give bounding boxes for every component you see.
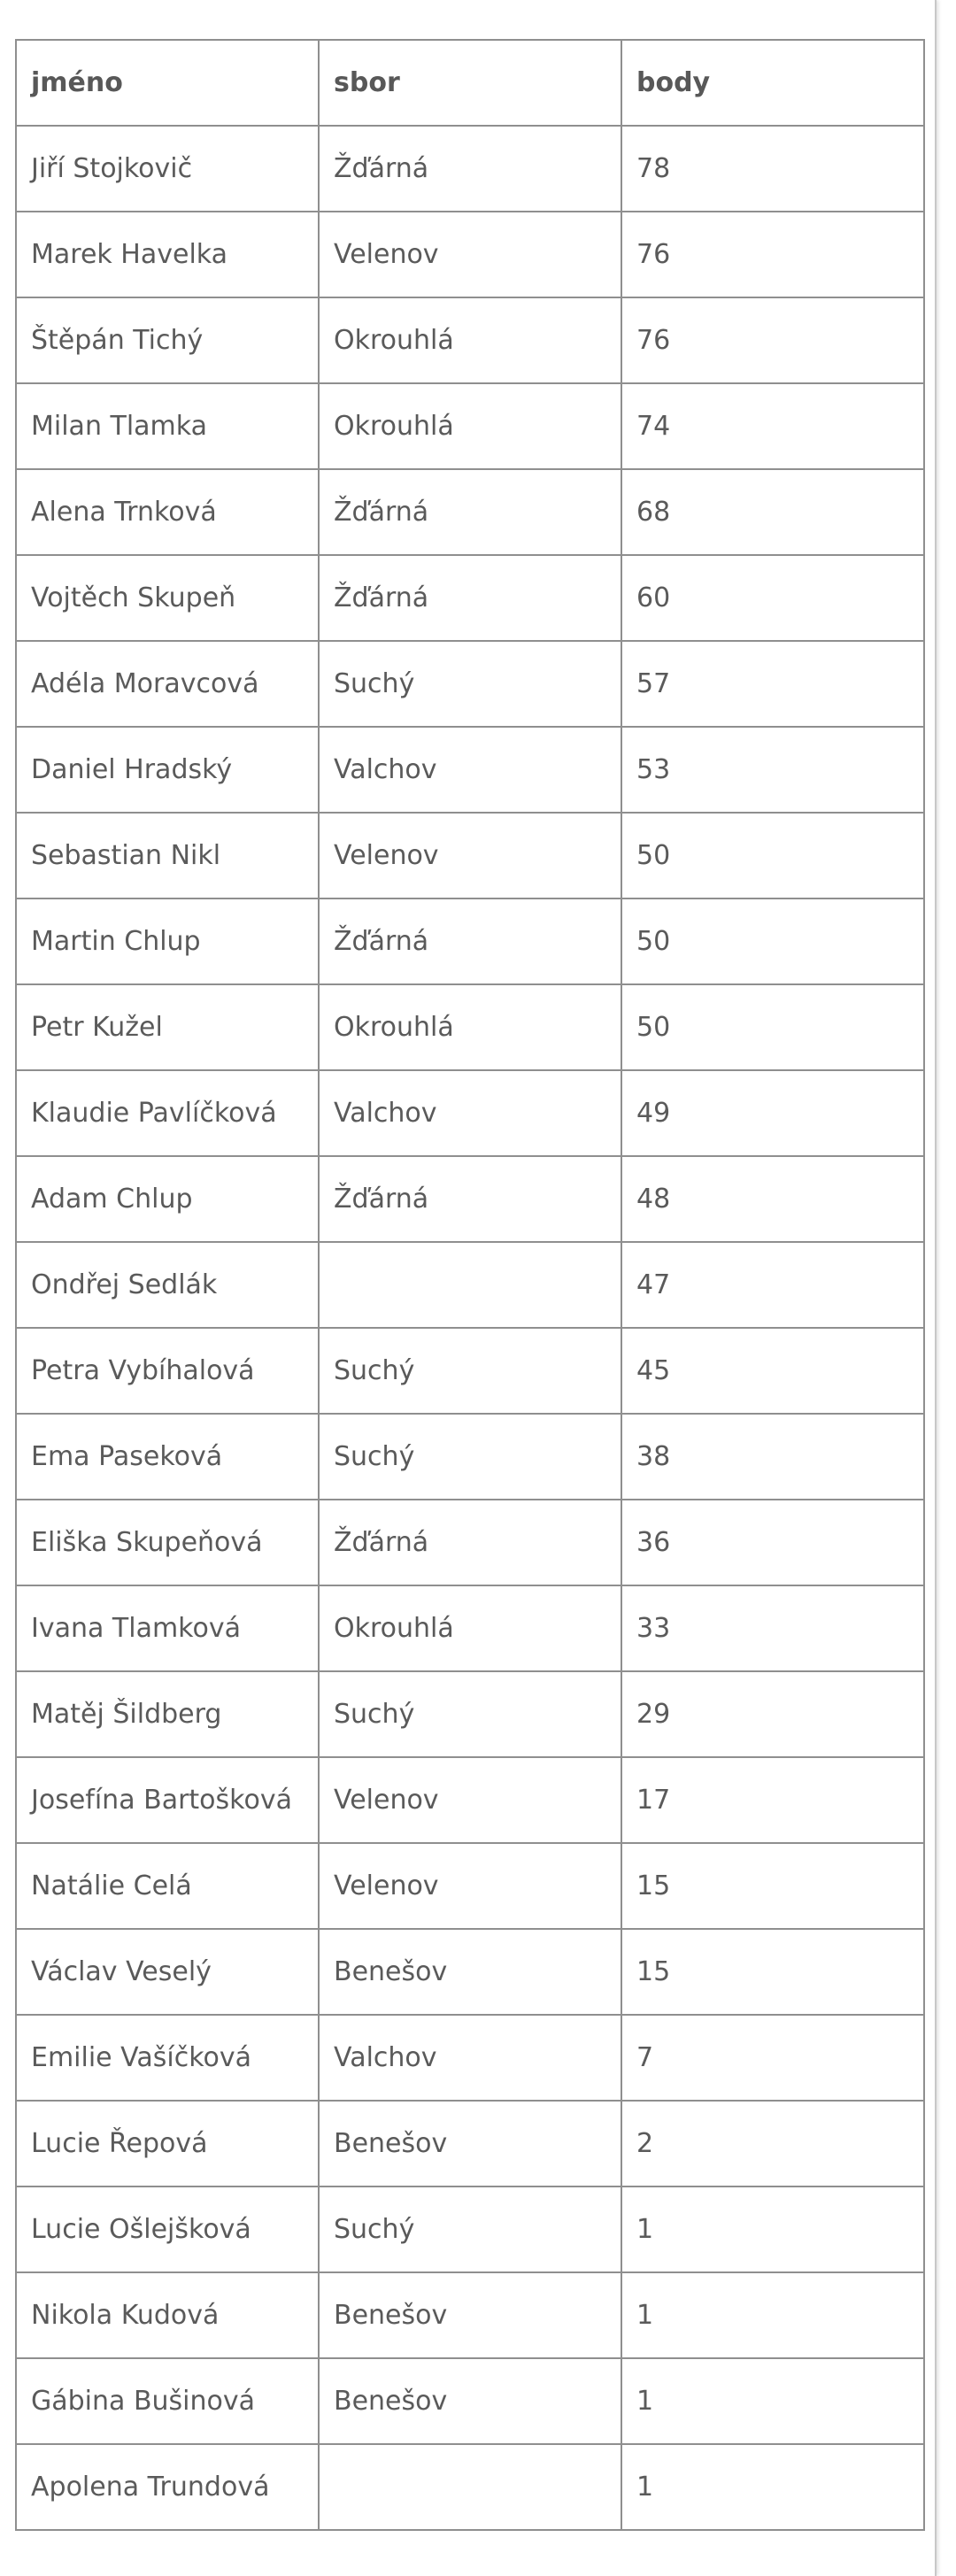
cell-team: Okrouhlá <box>319 383 621 469</box>
cell-name: Václav Veselý <box>16 1929 319 2015</box>
cell-name: Ondřej Sedlák <box>16 1242 319 1328</box>
column-header-name[interactable]: jméno <box>16 40 319 126</box>
table-row <box>16 899 924 984</box>
cell-points: 53 <box>621 727 924 813</box>
cell-team: Benešov <box>319 2358 621 2444</box>
cell-team: Benešov <box>319 1929 621 2015</box>
table-row <box>16 1500 924 1585</box>
cell-team: Suchý <box>319 1671 621 1757</box>
cell-team: Benešov <box>319 2101 621 2187</box>
table-row <box>16 383 924 469</box>
table-row <box>16 1585 924 1671</box>
cell-points: 2 <box>621 2101 924 2187</box>
cell-team: Velenov <box>319 813 621 899</box>
table-row <box>16 2272 924 2358</box>
table-row <box>16 813 924 899</box>
cell-points: 17 <box>621 1757 924 1843</box>
cell-team: Suchý <box>319 1328 621 1414</box>
cell-name: Apolena Trundová <box>16 2444 319 2530</box>
table-row <box>16 1242 924 1328</box>
header-row <box>16 40 924 126</box>
cell-points: 15 <box>621 1929 924 2015</box>
cell-name: Štěpán Tichý <box>16 297 319 383</box>
table-row <box>16 126 924 212</box>
cell-team: Velenov <box>319 1757 621 1843</box>
cell-points: 48 <box>621 1156 924 1242</box>
table-row <box>16 1070 924 1156</box>
results-table-head <box>16 40 924 126</box>
table-row <box>16 555 924 641</box>
cell-points: 68 <box>621 469 924 555</box>
table-row <box>16 2101 924 2187</box>
cell-team: Suchý <box>319 2187 621 2272</box>
cell-name: Petra Vybíhalová <box>16 1328 319 1414</box>
table-row <box>16 2015 924 2101</box>
cell-points: 74 <box>621 383 924 469</box>
cell-points: 29 <box>621 1671 924 1757</box>
cell-name: Klaudie Pavlíčková <box>16 1070 319 1156</box>
cell-points: 76 <box>621 297 924 383</box>
table-row <box>16 1328 924 1414</box>
cell-name: Adéla Moravcová <box>16 641 319 727</box>
cell-name: Lucie Ošlejšková <box>16 2187 319 2272</box>
results-table-body <box>16 126 924 2530</box>
cell-name: Alena Trnková <box>16 469 319 555</box>
table-row <box>16 1929 924 2015</box>
cell-name: Petr Kužel <box>16 984 319 1070</box>
table-row <box>16 1671 924 1757</box>
cell-points: 33 <box>621 1585 924 1671</box>
results-table <box>15 39 925 2531</box>
cell-team: Žďárná <box>319 1156 621 1242</box>
cell-points: 15 <box>621 1843 924 1929</box>
table-row <box>16 1156 924 1242</box>
cell-name: Jiří Stojkovič <box>16 126 319 212</box>
table-row <box>16 2444 924 2530</box>
cell-points: 60 <box>621 555 924 641</box>
table-row <box>16 1843 924 1929</box>
cell-points: 1 <box>621 2272 924 2358</box>
cell-points: 7 <box>621 2015 924 2101</box>
cell-name: Natálie Celá <box>16 1843 319 1929</box>
cell-name: Adam Chlup <box>16 1156 319 1242</box>
cell-team: Žďárná <box>319 555 621 641</box>
table-row <box>16 1414 924 1500</box>
cell-points: 50 <box>621 813 924 899</box>
cell-points: 50 <box>621 899 924 984</box>
table-row <box>16 297 924 383</box>
cell-team: Žďárná <box>319 469 621 555</box>
cell-name: Nikola Kudová <box>16 2272 319 2358</box>
cell-team: Velenov <box>319 1843 621 1929</box>
cell-name: Josefína Bartošková <box>16 1757 319 1843</box>
cell-team: Valchov <box>319 1070 621 1156</box>
table-row <box>16 212 924 297</box>
cell-points: 76 <box>621 212 924 297</box>
cell-team: Valchov <box>319 2015 621 2101</box>
table-row <box>16 727 924 813</box>
cell-team: Žďárná <box>319 899 621 984</box>
cell-team: Okrouhlá <box>319 1585 621 1671</box>
cell-points: 50 <box>621 984 924 1070</box>
cell-points: 1 <box>621 2187 924 2272</box>
cell-name: Daniel Hradský <box>16 727 319 813</box>
cell-points: 1 <box>621 2358 924 2444</box>
cell-points: 38 <box>621 1414 924 1500</box>
cell-points: 36 <box>621 1500 924 1585</box>
cell-name: Emilie Vašíčková <box>16 2015 319 2101</box>
column-header-team[interactable]: sbor <box>319 40 621 126</box>
cell-team: Valchov <box>319 727 621 813</box>
cell-points: 78 <box>621 126 924 212</box>
cell-points: 45 <box>621 1328 924 1414</box>
cell-points: 57 <box>621 641 924 727</box>
cell-team: Suchý <box>319 1414 621 1500</box>
cell-points: 1 <box>621 2444 924 2530</box>
cell-team <box>319 1242 621 1328</box>
cell-team: Suchý <box>319 641 621 727</box>
cell-name: Vojtěch Skupeň <box>16 555 319 641</box>
cell-team: Benešov <box>319 2272 621 2358</box>
table-row <box>16 1757 924 1843</box>
cell-name: Lucie Řepová <box>16 2101 319 2187</box>
cell-team: Velenov <box>319 212 621 297</box>
column-header-points[interactable]: body <box>621 40 924 126</box>
cell-points: 49 <box>621 1070 924 1156</box>
cell-name: Ivana Tlamková <box>16 1585 319 1671</box>
table-row <box>16 984 924 1070</box>
cell-name: Matěj Šildberg <box>16 1671 319 1757</box>
cell-team: Žďárná <box>319 126 621 212</box>
cell-team: Žďárná <box>319 1500 621 1585</box>
cell-name: Marek Havelka <box>16 212 319 297</box>
cell-name: Ema Paseková <box>16 1414 319 1500</box>
cell-name: Sebastian Nikl <box>16 813 319 899</box>
cell-team <box>319 2444 621 2530</box>
cell-team: Okrouhlá <box>319 984 621 1070</box>
cell-name: Eliška Skupeňová <box>16 1500 319 1585</box>
table-row <box>16 641 924 727</box>
cell-name: Gábina Bušinová <box>16 2358 319 2444</box>
cell-team: Okrouhlá <box>319 297 621 383</box>
cell-name: Milan Tlamka <box>16 383 319 469</box>
cell-points: 47 <box>621 1242 924 1328</box>
table-row <box>16 2187 924 2272</box>
table-row <box>16 2358 924 2444</box>
cell-name: Martin Chlup <box>16 899 319 984</box>
table-row <box>16 469 924 555</box>
